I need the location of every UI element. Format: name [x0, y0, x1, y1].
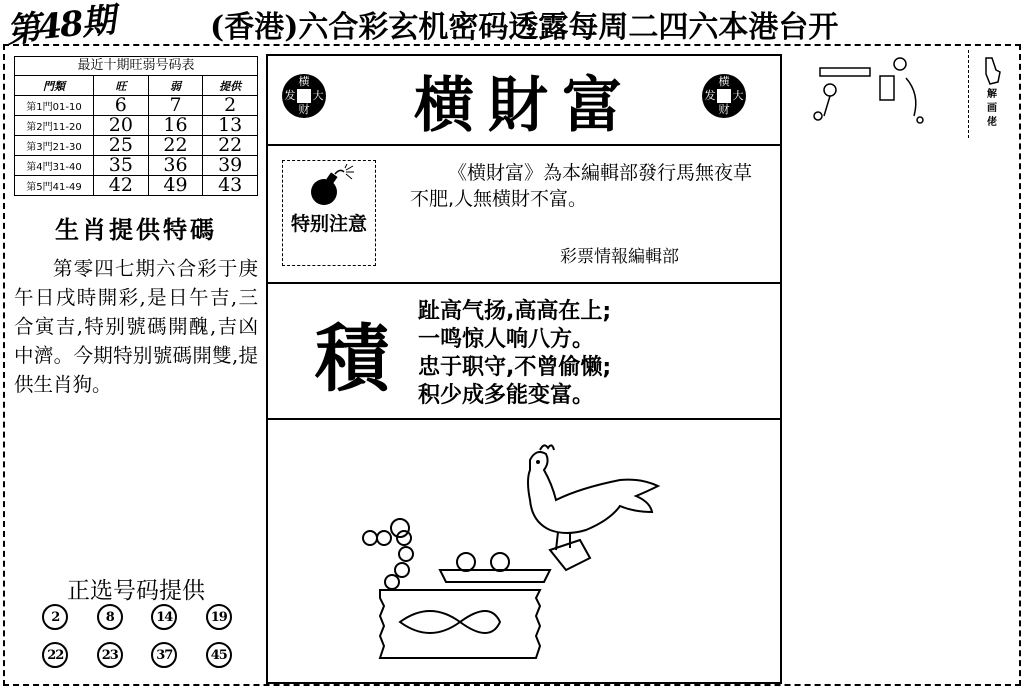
- zodiac-body: 第零四七期六合彩于庚午日戌時開彩,是日午吉,三合寅吉,特别號碼開醜,吉凶中濟。今期特别號碼開雙,提供生肖狗。: [14, 257, 258, 396]
- issue-number: 第48期: [4, 0, 116, 52]
- verse-line: 趾高气扬,高高在上;: [418, 299, 612, 324]
- cold-number: 7: [148, 96, 203, 116]
- cold-number: 36: [148, 156, 203, 176]
- pick-ball: 37: [151, 642, 177, 668]
- suggested-number: 22: [203, 136, 258, 156]
- column-header: 旺: [94, 76, 149, 96]
- hot-cold-table: [14, 56, 258, 196]
- pick-ball: 19: [206, 604, 232, 630]
- column-header: 弱: [148, 76, 203, 96]
- picks-grid: [28, 604, 246, 668]
- pick-ball: 23: [97, 642, 123, 668]
- table-row: [15, 156, 258, 176]
- verse-line: 忠于职守,不曾偷懒;: [418, 355, 612, 380]
- range-cell: 第1門01-10: [15, 96, 94, 116]
- range-cell: 第4門31-40: [15, 156, 94, 176]
- pick-ball: 14: [151, 604, 177, 630]
- pick-ball: 2: [42, 604, 68, 630]
- coin-left-icon: 横 发 大 财: [282, 74, 326, 118]
- coin-right-icon: 横 发 大 财: [702, 74, 746, 118]
- range-cell: 第3門21-30: [15, 136, 94, 156]
- side-note: 解画佬: [987, 89, 997, 128]
- suggested-number: 39: [203, 156, 258, 176]
- brand-divider: [266, 144, 782, 146]
- cold-number: 22: [148, 136, 203, 156]
- pick-ball: 45: [206, 642, 232, 668]
- notice-label: 特别注意: [290, 213, 367, 235]
- column-header: 提供: [203, 76, 258, 96]
- verse-line: 一鸣惊人响八方。: [418, 327, 595, 352]
- range-cell: 第5門41-49: [15, 176, 94, 196]
- verse-line: 积少成多能变富。: [418, 383, 595, 408]
- verse-divider: [266, 418, 782, 420]
- suggested-number: 2: [203, 96, 258, 116]
- left-column-divider: [266, 54, 268, 684]
- table-row: [15, 96, 258, 116]
- verse-key-char: 積: [315, 316, 389, 402]
- pick-ball: 8: [97, 604, 123, 630]
- pointing-hand-icon: [980, 56, 1004, 86]
- column-header: 門類: [15, 76, 94, 96]
- hot-number: 25: [94, 136, 149, 156]
- notice-divider: [266, 282, 782, 284]
- rooster-illustration: [340, 440, 680, 676]
- hot-number: 35: [94, 156, 149, 176]
- range-cell: 第2門11-20: [15, 116, 94, 136]
- table-title: 最近十期旺弱号码表: [14, 56, 258, 75]
- suggested-number: 43: [203, 176, 258, 196]
- side-divider: [968, 50, 969, 138]
- hot-number: 42: [94, 176, 149, 196]
- cold-number: 49: [148, 176, 203, 196]
- bomb-icon: [306, 164, 356, 208]
- page-headline: (香港)六合彩玄机密码透露每周二四六本港台开: [210, 10, 839, 45]
- hot-number: 6: [94, 96, 149, 116]
- picks-title: 正选号码提供: [67, 578, 205, 604]
- middle-bottom-border: [266, 682, 782, 684]
- suggested-number: 13: [203, 116, 258, 136]
- pick-ball: 22: [42, 642, 68, 668]
- brand-title: 横財富: [414, 71, 636, 141]
- hot-number: 20: [94, 116, 149, 136]
- middle-top-border: [266, 54, 782, 56]
- right-column-divider: [780, 54, 782, 684]
- intro-text: 《横財富》為本編輯部發行馬無夜草不肥,人無横財不富。: [410, 162, 753, 210]
- cartoon-illustration: [800, 54, 960, 134]
- table-row: [15, 136, 258, 156]
- cold-number: 16: [148, 116, 203, 136]
- table-row: [15, 176, 258, 196]
- signature: 彩票情報編輯部: [560, 247, 679, 267]
- verse-block: [418, 298, 611, 410]
- zodiac-title: 生肖提供特碼: [55, 215, 217, 244]
- table-row: [15, 116, 258, 136]
